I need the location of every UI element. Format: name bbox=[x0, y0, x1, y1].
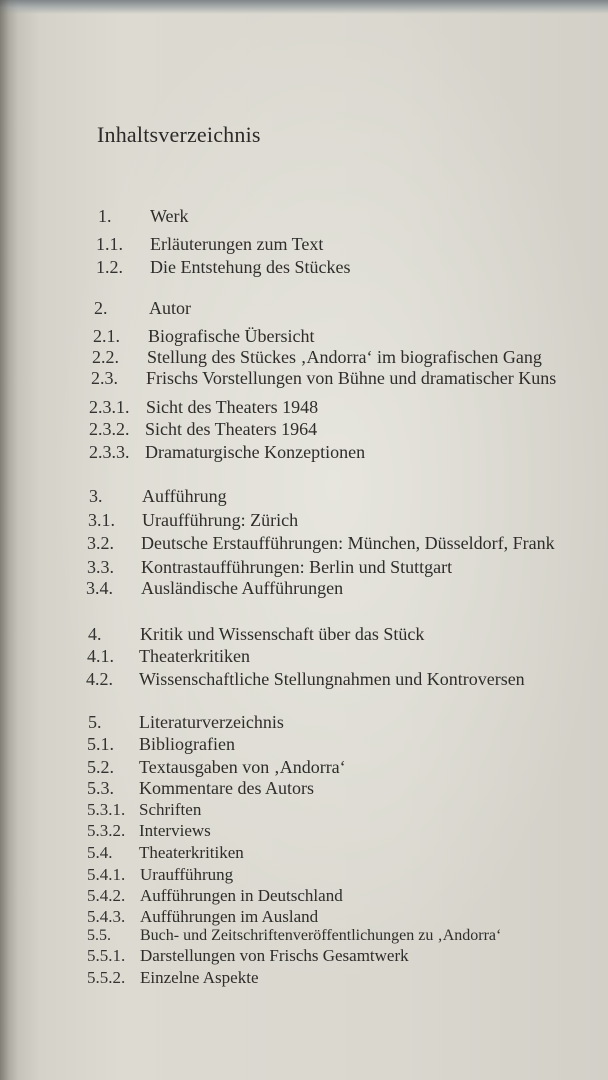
toc-entry-number: 5.5.1. bbox=[87, 946, 126, 965]
toc-entry-number: 5.4.1. bbox=[87, 865, 126, 884]
toc-entry bbox=[0, 485, 608, 507]
toc-entry-number: 5.2. bbox=[87, 757, 114, 777]
toc-entry-number: 5.4. bbox=[87, 843, 113, 862]
toc-entry bbox=[0, 820, 608, 842]
toc-entry-title: Einzelne Aspekte bbox=[140, 968, 259, 987]
toc-entry-title: Textausgaben von ‚Andorra‘ bbox=[139, 757, 346, 777]
toc-entry bbox=[0, 777, 608, 799]
toc-entry bbox=[0, 842, 608, 864]
toc-entry bbox=[0, 864, 608, 886]
toc-entry-title: Stellung des Stückes ‚Andorra‘ im biografischen Gang bbox=[147, 347, 542, 367]
toc-entry-number: 3.3. bbox=[87, 557, 114, 577]
toc-entry-number: 5.1. bbox=[87, 734, 114, 754]
toc-entry-title: Dramaturgische Konzeptionen bbox=[145, 442, 366, 462]
toc-entry-title: Kritik und Wissenschaft über das Stück bbox=[140, 624, 425, 644]
toc-entry-number: 2. bbox=[94, 298, 108, 318]
toc-entry-number: 4.2. bbox=[86, 669, 113, 689]
toc-entry-number: 5.4.2. bbox=[87, 886, 126, 905]
toc-entry-number: 4. bbox=[88, 624, 102, 644]
toc-entry-number: 3. bbox=[89, 486, 103, 506]
toc-entry-title: Darstellungen von Frischs Gesamtwerk bbox=[140, 946, 409, 965]
toc-entry bbox=[0, 346, 608, 368]
toc-entry-number: 3.4. bbox=[86, 578, 113, 598]
toc-entry-number: 5.4.3. bbox=[87, 907, 126, 926]
toc-entry-title: Ausländische Aufführungen bbox=[141, 578, 344, 598]
toc-entry-number: 1.1. bbox=[96, 234, 123, 254]
toc-entry-title: Uraufführung bbox=[140, 865, 234, 884]
toc-entry-title: Biografische Übersicht bbox=[148, 326, 315, 346]
toc-entry bbox=[0, 885, 608, 907]
toc-entry bbox=[0, 532, 608, 554]
toc-entry-number: 2.3.3. bbox=[89, 442, 130, 462]
toc-entry-number: 5.3. bbox=[87, 778, 114, 798]
toc-entry bbox=[0, 577, 608, 599]
toc-entry bbox=[0, 711, 608, 733]
toc-entry bbox=[0, 967, 608, 989]
toc-entry-number: 5.3.2. bbox=[87, 821, 126, 840]
toc-entry bbox=[0, 325, 608, 347]
toc-entry-title: Kommentare des Autors bbox=[139, 778, 314, 798]
toc-entry-title: Schriften bbox=[139, 800, 202, 819]
toc-entry-number: 2.2. bbox=[92, 347, 119, 367]
toc-entry bbox=[0, 623, 608, 645]
toc-entry-title: Aufführungen in Deutschland bbox=[140, 886, 343, 905]
toc-entry-number: 2.3.1. bbox=[89, 397, 130, 417]
toc-entry-number: 2.3. bbox=[91, 368, 118, 388]
toc-entry-title: Kontrastaufführungen: Berlin und Stuttgart bbox=[141, 557, 453, 577]
toc-entry bbox=[0, 668, 608, 690]
toc-entry bbox=[0, 509, 608, 531]
toc-entry-number: 5. bbox=[88, 712, 102, 732]
toc-entry bbox=[0, 205, 608, 227]
toc-entry-title: Die Entstehung des Stückes bbox=[150, 257, 351, 277]
toc-entry bbox=[0, 925, 608, 947]
toc-entry-title: Deutsche Erstaufführungen: München, Düsseldorf, Frank bbox=[141, 533, 555, 553]
toc-entry bbox=[0, 756, 608, 778]
toc-entry-title: Sicht des Theaters 1964 bbox=[145, 419, 318, 439]
toc-entry-title: Sicht des Theaters 1948 bbox=[146, 397, 319, 417]
toc-entry bbox=[0, 556, 608, 578]
toc-entry-number: 5.5. bbox=[87, 927, 111, 944]
toc-entry-title: Theaterkritiken bbox=[139, 646, 250, 666]
toc-entry-title: Uraufführung: Zürich bbox=[142, 510, 299, 530]
toc-entry-number: 2.1. bbox=[93, 326, 120, 346]
toc-entry-number: 4.1. bbox=[87, 646, 114, 666]
toc-entry-number: 5.5.2. bbox=[87, 968, 126, 987]
toc-entry-title: Aufführungen im Ausland bbox=[140, 907, 319, 926]
toc-entry-number: 1.2. bbox=[96, 257, 123, 277]
toc-entry-number: 3.2. bbox=[87, 533, 114, 553]
toc-entry bbox=[0, 418, 608, 440]
toc-entry-number: 2.3.2. bbox=[89, 419, 130, 439]
toc-entry-title: Literaturverzeichnis bbox=[139, 712, 284, 732]
toc-entry-title: Werk bbox=[150, 206, 189, 226]
toc-entry bbox=[0, 297, 608, 319]
toc-entry-title: Wissenschaftliche Stellungnahmen und Kontroversen bbox=[139, 669, 525, 689]
toc-entry-title: Erläuterungen zum Text bbox=[150, 234, 324, 254]
toc-entry-title: Theaterkritiken bbox=[139, 843, 244, 862]
toc-entry-title: Bibliografien bbox=[139, 734, 235, 754]
toc-entry bbox=[0, 645, 608, 667]
toc-entry bbox=[0, 396, 608, 418]
toc-heading: Inhaltsverzeichnis bbox=[97, 122, 261, 147]
toc-entry-title: Frischs Vorstellungen von Bühne und dramatischer Kuns bbox=[146, 368, 557, 388]
toc-entry bbox=[0, 256, 608, 278]
toc-entry bbox=[0, 233, 608, 255]
toc-entry bbox=[0, 367, 608, 389]
toc-entry-title: Interviews bbox=[139, 821, 211, 840]
toc-entry bbox=[0, 945, 608, 967]
toc-entry-number: 5.3.1. bbox=[87, 800, 126, 819]
toc-entry-number: 1. bbox=[98, 206, 112, 226]
toc-entry bbox=[0, 441, 608, 463]
toc-entry-title: Buch- und Zeitschriftenveröffentlichungen zu ‚Andorra‘ bbox=[140, 927, 502, 944]
toc-entry bbox=[0, 799, 608, 821]
toc-entry-number: 3.1. bbox=[88, 510, 115, 530]
toc-entry-title: Autor bbox=[149, 298, 191, 318]
toc-entry bbox=[0, 733, 608, 755]
toc-entry-title: Aufführung bbox=[142, 486, 227, 506]
